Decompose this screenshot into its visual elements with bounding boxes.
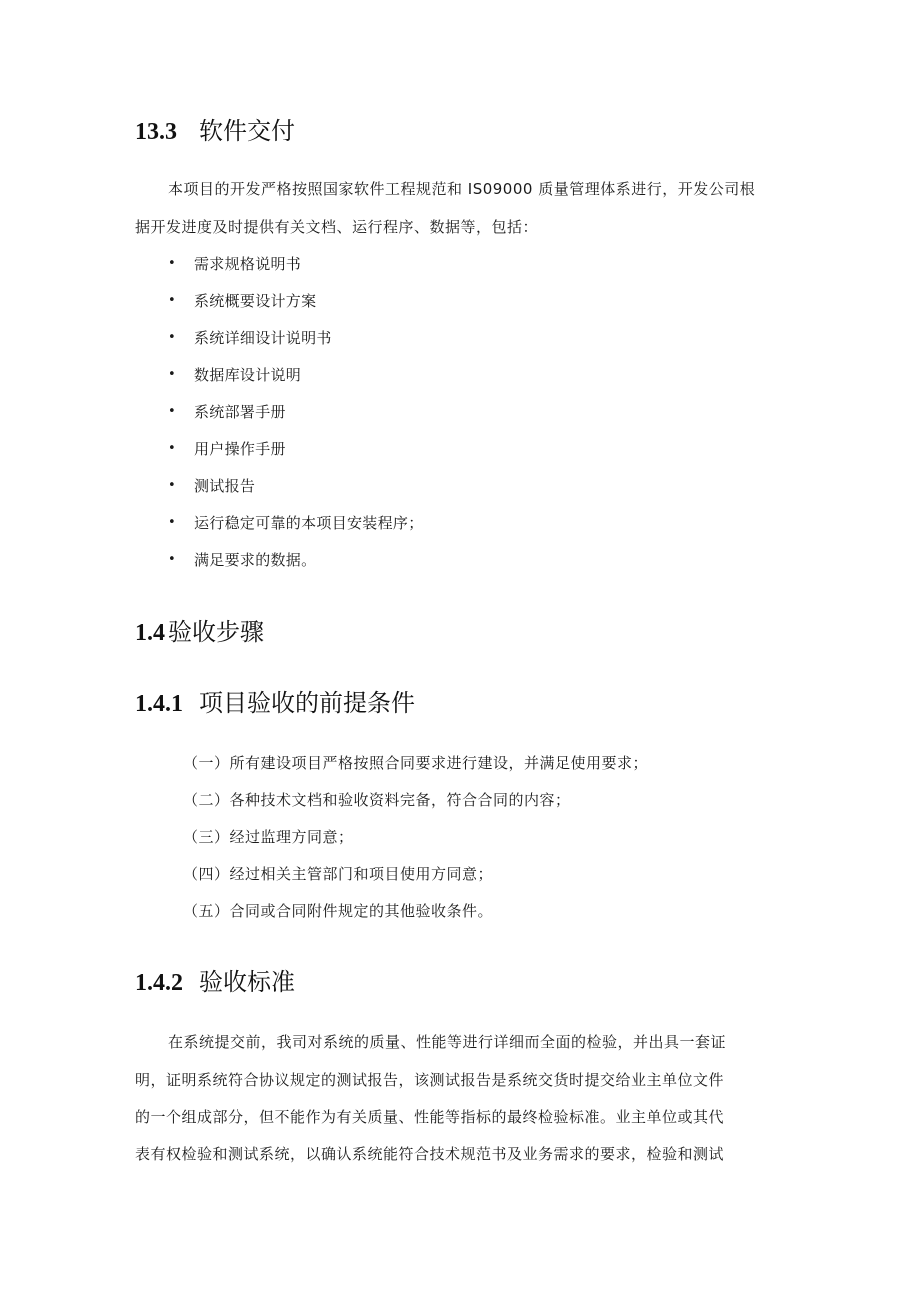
condition-item: （二）各种技术文档和验收资料完备，符合合同的内容； [183,791,571,809]
bullet-icon: • [168,552,176,567]
bullet-icon: • [168,515,176,530]
list-item-label: 数据库设计说明 [194,366,302,384]
paragraph-line: 表有权检验和测试系统，以确认系统能符合技术规范书及业务需求的要求，检验和测试 [135,1145,725,1163]
condition-item: （一）所有建设项目严格按照合同要求进行建设，并满足使用要求； [183,754,649,772]
list-item-label: 需求规格说明书 [194,255,302,273]
condition-item: （三）经过监理方同意； [183,828,354,846]
section-number: 13.3 [135,119,177,145]
list-item-label: 系统概要设计方案 [194,292,317,310]
list-item-label: 系统详细设计说明书 [194,329,332,347]
bullet-icon: • [168,441,176,456]
section-number: 1.4.1 [135,691,183,717]
list-item-label: 系统部署手册 [194,403,286,421]
bullet-icon: • [168,293,176,308]
list-item-label: 运行稳定可靠的本项目安装程序； [194,514,424,532]
section-heading-1-4-1 [135,688,415,719]
paragraph-line: 本项目的开发严格按照国家软件工程规范和 IS09000 质量管理体系进行，开发公司根 [168,180,756,198]
condition-item: （四）经过相关主管部门和项目使用方同意； [183,865,494,883]
list-item-label: 测试报告 [194,477,256,495]
section-heading-1-4-2 [135,967,295,998]
section-title: 项目验收的前提条件 [199,689,415,717]
paragraph-line: 在系统提交前，我司对系统的质量、性能等进行详细而全面的检验，并出具一套证 [168,1033,727,1051]
paragraph-line: 的一个组成部分，但不能作为有关质量、性能等指标的最终检验标准。业主单位或其代 [135,1108,725,1126]
section-title: 软件交付 [199,117,295,145]
condition-item: （五）合同或合同附件规定的其他验收条件。 [183,902,494,920]
bullet-icon: • [168,330,176,345]
list-item-label: 用户操作手册 [194,440,286,458]
section-number: 1.4.2 [135,970,183,996]
section-heading-1-4 [135,617,264,648]
list-item-label: 满足要求的数据。 [194,551,317,569]
bullet-icon: • [168,367,176,382]
paragraph-line: 据开发进度及时提供有关文档、运行程序、数据等，包括： [135,218,539,236]
section-title: 验收标准 [199,968,295,996]
section-number: 1.4 [135,620,165,646]
paragraph-line: 明，证明系统符合协议规定的测试报告，该测试报告是系统交货时提交给业主单位文件 [135,1071,725,1089]
section-title: 验收步骤 [168,618,264,646]
bullet-icon: • [168,256,176,271]
bullet-icon: • [168,478,176,493]
section-heading-13-3 [135,116,295,147]
bullet-icon: • [168,404,176,419]
